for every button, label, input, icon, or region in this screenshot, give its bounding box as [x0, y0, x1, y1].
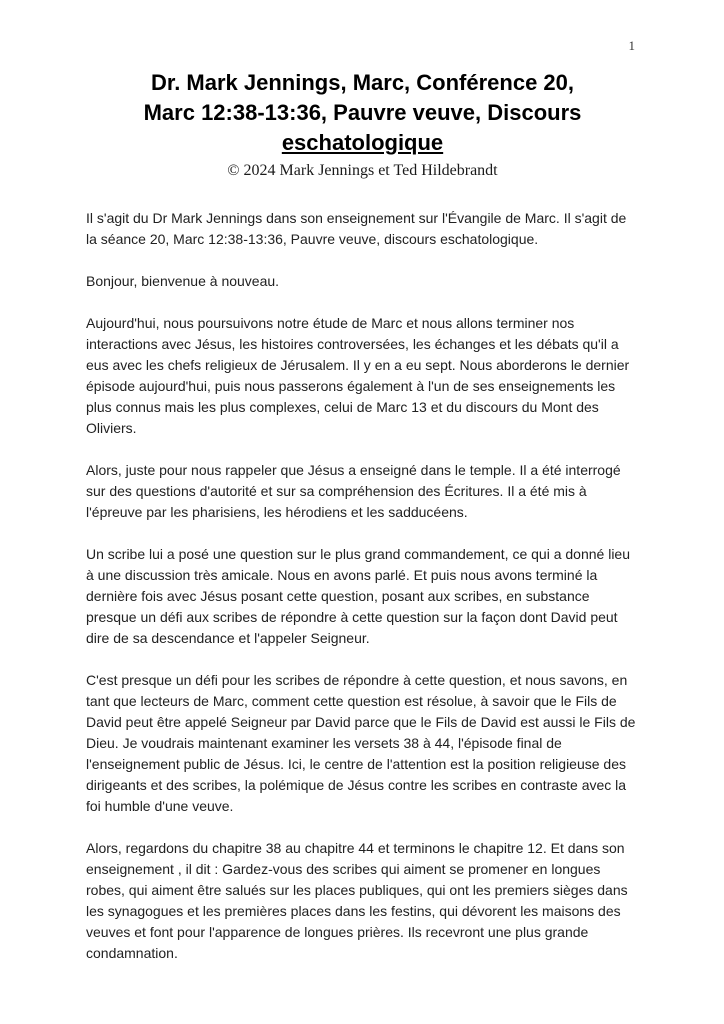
copyright-line: © 2024 Mark Jennings et Ted Hildebrandt	[227, 162, 498, 179]
paragraph-beware-scribes: Alors, regardons du chapitre 38 au chapitre 44 et terminons le chapitre 12. Et dans son enseignement , il dit : Gardez-vous des scribes qui aiment se promener en longues robes, qui aiment être salués sur les places publiques, qui ont les premiers sièges dans les synagogues et les premières places dans les festins, qui dévorent les maisons des veuves et font pour l'apparence de longues prières. Ils recevront une plus grande condamnation.	[86, 840, 628, 961]
paragraph-recap-temple: Alors, juste pour nous rappeler que Jésus a enseigné dans le temple. Il a été interrogé sur des questions d'autorité et sur sa compréhension des Écritures. Il a été mis à l'épreuve par les pharisiens, les hérodiens et les sadducéens.	[86, 462, 621, 520]
paragraph-overview: Aujourd'hui, nous poursuivons notre étude de Marc et nous allons terminer nos interactions avec Jésus, les histoires controversées, les échanges et les débats qu'il a eus avec les chefs religieux de Jérusalem. Il y en a eu sept. Nous aborderons le dernier épisode aujourd'hui, puis nous passerons également à l'un de ses enseignements les plus connus mais les plus complexes, celui de Marc 13 et du discours du Mont des Oliviers.	[86, 315, 630, 436]
document-title	[86, 68, 639, 158]
document-body	[86, 208, 639, 964]
title-line-2: Marc 12:38-13:36, Pauvre veuve, Discours	[143, 100, 582, 125]
page-number: 1	[628, 38, 635, 53]
title-line-3: eschatologique	[281, 130, 444, 155]
paragraph-greeting: Bonjour, bienvenue à nouveau.	[86, 273, 280, 289]
paragraph-scribe-question: Un scribe lui a posé une question sur le plus grand commandement, ce qui a donné lieu à une discussion très amicale. Nous en avons parlé. Et puis nous avons terminé la dernière fois avec Jésus posant cette question, posant aux scribes, en substance presque un défi aux scribes de répondre à cette question sur la façon dont David peut dire de sa descendance et l'appeler Seigneur.	[86, 546, 630, 646]
paragraph-son-of-david: C'est presque un défi pour les scribes de répondre à cette question, et nous savons, en tant que lecteurs de Marc, comment cette question est résolue, à savoir que le Fils de David peut être appelé Seigneur par David parce que le Fils de David est aussi le Fils de Dieu. Je voudrais maintenant examiner les versets 38 à 44, l'épisode final de l'enseignement public de Jésus. Ici, le centre de l'attention est la position religieuse des dirigeants et des scribes, la polémique de Jésus contre les scribes en contraste avec la foi humble d'une veuve.	[86, 672, 636, 814]
title-line-1: Dr. Mark Jennings, Marc, Conférence 20,	[150, 70, 575, 95]
paragraph-intro: Il s'agit du Dr Mark Jennings dans son enseignement sur l'Évangile de Marc. Il s'agit de la séance 20, Marc 12:38-13:36, Pauvre veuve, discours eschatologique.	[86, 210, 627, 247]
